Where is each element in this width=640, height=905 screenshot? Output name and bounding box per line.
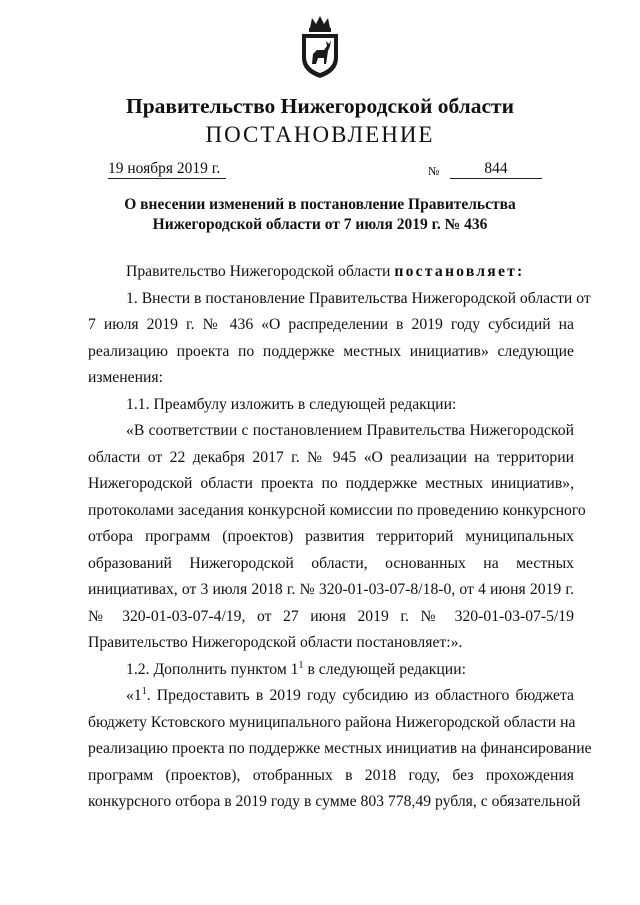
text-line: [88, 683, 574, 710]
superscript: 1: [298, 659, 304, 671]
text-line: 1.1. Преамбулу изложить в следующей редакции:: [126, 395, 457, 413]
document-type: ПОСТАНОВЛЕНИЕ: [205, 122, 435, 147]
text-line: Правительство Нижегородской области постановляет:».: [88, 634, 463, 651]
text-span: «1: [126, 687, 142, 704]
document-number: 844: [450, 160, 542, 179]
text-line: № 320-01-03-07-4/19, от 27 июня 2019 г. № 320-01-03-07-5/19: [88, 607, 574, 625]
text-line: отбора программ (проектов) развития территорий муниципальных: [88, 528, 574, 545]
text-line: реализацию проекта по поддержке местных инициатив на финансирование: [88, 740, 592, 757]
text-line: Нижегородской области проекта по поддержке местных инициатив»,: [88, 475, 574, 492]
text-line: образований Нижегородской области, основанных на местных: [88, 554, 574, 572]
text-line: 1. Внести в постановление Правительства Нижегородской области от: [126, 289, 591, 307]
document-date: 19 ноября 2019 г.: [108, 160, 226, 179]
coat-of-arms-icon: [296, 14, 344, 80]
text-line: 7 июля 2019 г. № 436 «О распределении в 2019 году субсидий на: [88, 316, 574, 333]
text-line: [88, 657, 574, 684]
text-line: конкурсного отбора в 2019 году в сумме 803 778,49 рубля, с обязательной: [88, 793, 581, 810]
text-line: реализацию проекта по поддержке местных инициатив» следующие: [88, 342, 574, 360]
text-span: Правительство Нижегородской области: [126, 263, 395, 280]
subject-line: О внесении изменений в постановление Правительства: [124, 196, 516, 213]
text-line: протоколами заседания конкурсной комиссии по проведению конкурсного: [88, 501, 586, 519]
document-subject: [0, 195, 640, 235]
text-line: «В соответствии с постановлением Правительства Нижегородской: [126, 422, 574, 439]
text-span: . Предоставить в 2019 году субсидию из областного бюджета: [146, 687, 574, 704]
resolves-word: постановляет:: [394, 263, 525, 280]
text-line: области от 22 декабря 2017 г. № 945 «О реализации на территории: [88, 448, 574, 466]
text-span: в следующей редакции:: [303, 660, 466, 678]
text-line: инициативах, от 3 июля 2018 г. № 320-01-03-07-8/18-0, от 4 июня 2019 г.: [88, 581, 574, 598]
text-line: изменения:: [88, 369, 163, 386]
number-sign: №: [428, 164, 440, 178]
organization-title: Правительство Нижегородской области: [126, 94, 514, 118]
text-line: программ (проектов), отобранных в 2018 году, без прохождения: [88, 766, 574, 784]
subject-line: Нижегородской области от 7 июля 2019 г. № 436: [152, 216, 488, 233]
text-line: бюджету Кстовского муниципального района Нижегородской области на: [88, 713, 576, 731]
text-span: 1.2. Дополнить пунктом 1: [126, 660, 299, 678]
superscript: 1: [141, 686, 147, 697]
paragraph-preamble: [88, 259, 574, 286]
document-body: [88, 259, 592, 816]
